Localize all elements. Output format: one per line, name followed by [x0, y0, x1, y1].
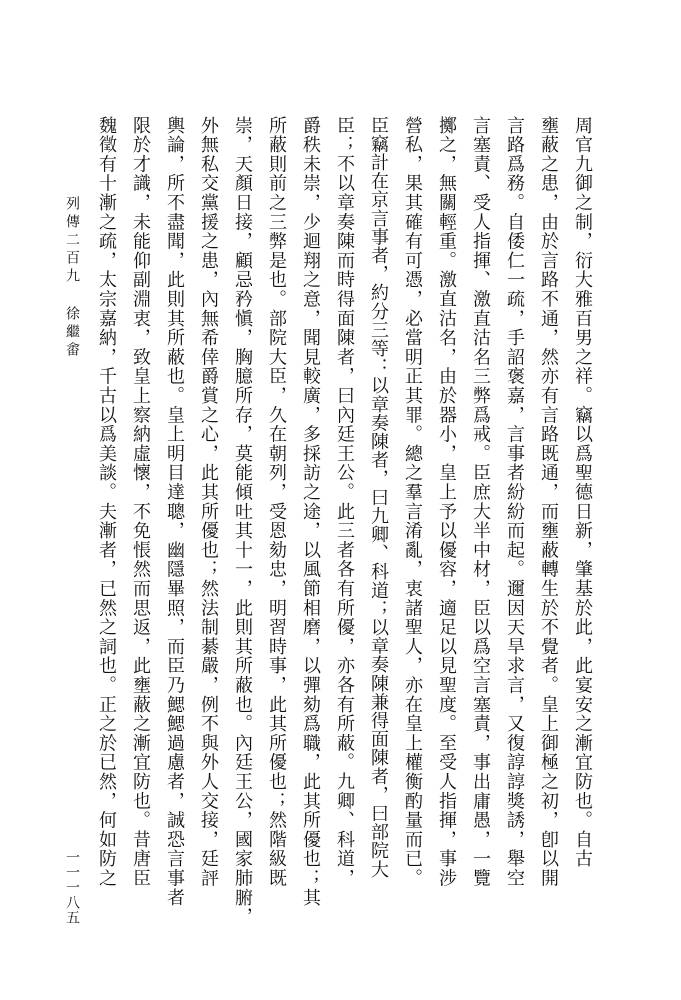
- text-column-10: 所蔽則前之三弊是也。部院大臣，久在朝列，受恩劾忠，明習時事，此其所優也；然階級既: [266, 116, 287, 888]
- text-column-7: 臣竊計在京言事者，約分三等：以章奏陳者，曰九卿、科道；以章奏陳兼得面陳者，曰部院大: [368, 116, 389, 879]
- text-column-3: 言路爲務。自倭仁一疏，手詔褒嘉，言事者紛紛而起。邇因天旱求言，又復諄諄獎誘，舉空: [504, 116, 525, 888]
- text-column-8: 臣；不以章奏陳而時得面陳者，曰內廷王公。此三者各有所優，亦各有所蔽。九卿、科道，: [334, 116, 355, 888]
- text-column-9: 爵秩未崇，少迴翔之意，聞見較廣，多採訪之途，以風節相磨，以彈劾爲職，此其所優也；其: [300, 116, 321, 908]
- text-column-13: 輿論，所不盡聞，此則其所蔽也。皇上明目達聰，幽隱畢照，而臣乃鰓鰓過慮者，誠恐言事者: [164, 116, 185, 908]
- text-column-5: 擲之，無關輕重。激直沽名，由於器小，皇上予以優容，適足以見聖度。至受人指揮，事涉: [436, 116, 457, 888]
- text-column-6: 營私，果其確有可憑，必當明正其罪。總之羣言淆亂，衷諸聖人，亦在皇上權衡酌量而已。: [402, 116, 423, 888]
- running-header: 列傳二百九 徐繼畬: [64, 196, 80, 360]
- text-column-15: 魏徵有十漸之疏，太宗嘉納，千古以爲美談。夫漸者，已然之詞也。正之於已然，何如防之: [96, 116, 117, 888]
- text-column-14: 限於才識，未能仰副淵衷，致皇上察納虛懷，不免悵然而思返，此壅蔽之漸宜防也。昔唐臣: [130, 116, 151, 888]
- text-column-12: 外無私交黨援之患，內無希倖爵賞之心，此其所優也；然法制綦嚴，例不與外人交接，廷評: [198, 116, 219, 888]
- text-column-11: 崇，天顏日接，顧忌矜愼，胸臆所存，莫能傾吐其十一，此則其所蔽也。內廷王公，國家肺腑，: [232, 116, 253, 927]
- text-column-1: 周官九御之制，衍大雅百男之祥。竊以爲聖德日新，肇基於此，此宴安之漸宜防也。自古: [572, 116, 593, 869]
- text-column-2: 壅蔽之患，由於言路不通，然亦有言路既通，而壅蔽轉生於不覺者。皇上御極之初，卽以開: [538, 116, 559, 888]
- text-column-4: 言塞責、受人指揮、激直沽名三弊爲戒。臣庶大半中材，臣以爲空言塞責，事出庸愚，一覽: [470, 116, 491, 888]
- page-number: 一一一八五: [64, 850, 80, 925]
